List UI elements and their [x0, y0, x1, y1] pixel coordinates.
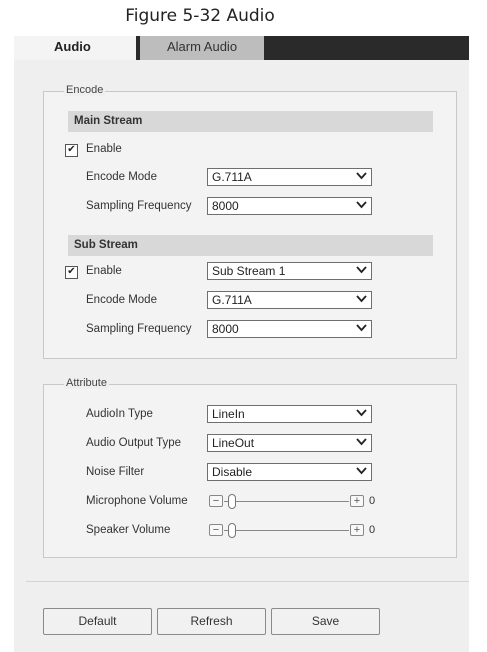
- default-button[interactable]: Default: [43, 608, 152, 635]
- chevron-down-icon: [356, 295, 367, 306]
- chevron-down-icon: [356, 324, 367, 335]
- mic-volume-decrease-button[interactable]: [209, 495, 223, 507]
- noise-filter-select[interactable]: [207, 463, 372, 481]
- main-stream-header: Main Stream: [68, 111, 433, 132]
- chevron-down-icon: [356, 438, 367, 449]
- sub-encode-mode-label: Encode Mode: [86, 294, 157, 306]
- chevron-down-icon: [356, 409, 367, 420]
- speaker-volume-increase-button[interactable]: [350, 524, 364, 536]
- speaker-volume-slider-thumb[interactable]: [228, 523, 236, 538]
- mic-volume-value: 0: [369, 495, 376, 507]
- audio-output-type-label: Audio Output Type: [86, 437, 182, 449]
- main-stream-enable-checkbox[interactable]: [65, 144, 78, 157]
- audioin-type-label: AudioIn Type: [86, 408, 153, 420]
- main-encode-mode-label: Encode Mode: [86, 171, 157, 183]
- chevron-down-icon: [356, 467, 367, 478]
- chevron-down-icon: [356, 201, 367, 212]
- speaker-volume-slider-track[interactable]: [224, 530, 349, 531]
- main-sampling-label: Sampling Frequency: [86, 200, 192, 212]
- noise-filter-value: Disable: [212, 465, 253, 479]
- sub-sampling-select[interactable]: [207, 320, 372, 338]
- attribute-legend: Attribute: [66, 377, 107, 389]
- main-sampling-select[interactable]: [207, 197, 372, 215]
- chevron-down-icon: [356, 266, 367, 277]
- speaker-volume-decrease-button[interactable]: [209, 524, 223, 536]
- mic-volume-slider-thumb[interactable]: [228, 494, 236, 509]
- sub-stream-enable-label: Enable: [86, 265, 122, 277]
- speaker-volume-label: Speaker Volume: [86, 524, 171, 536]
- check-icon: ✔: [67, 144, 76, 155]
- plus-icon: +: [353, 524, 361, 536]
- sub-stream-value: Sub Stream 1: [212, 264, 286, 278]
- main-sampling-value: 8000: [212, 199, 239, 213]
- mic-volume-increase-button[interactable]: [350, 495, 364, 507]
- sub-stream-header: Sub Stream: [68, 235, 433, 256]
- noise-filter-label: Noise Filter: [86, 466, 145, 478]
- audioin-type-value: LineIn: [212, 407, 245, 421]
- check-icon: ✔: [67, 266, 76, 277]
- sub-encode-mode-value: G.711A: [212, 293, 252, 307]
- tab-alarm-audio[interactable]: Alarm Audio: [140, 36, 264, 60]
- main-encode-mode-select[interactable]: [207, 168, 372, 186]
- audio-output-type-value: LineOut: [212, 436, 255, 450]
- save-button[interactable]: Save: [271, 608, 380, 635]
- encode-legend: Encode: [66, 84, 104, 96]
- microphone-volume-label: Microphone Volume: [86, 495, 188, 507]
- audio-output-type-select[interactable]: [207, 434, 372, 452]
- sub-encode-mode-select[interactable]: [207, 291, 372, 309]
- plus-icon: +: [353, 495, 361, 507]
- sub-sampling-label: Sampling Frequency: [86, 323, 192, 335]
- footer-divider: [26, 581, 469, 582]
- tab-audio[interactable]: Audio: [14, 36, 136, 60]
- refresh-button[interactable]: Refresh: [157, 608, 266, 635]
- sub-stream-enable-checkbox[interactable]: [65, 266, 78, 279]
- figure-caption: Figure 5-32 Audio: [125, 6, 275, 26]
- sub-sampling-value: 8000: [212, 322, 239, 336]
- main-encode-mode-value: G.711A: [212, 170, 252, 184]
- main-stream-enable-label: Enable: [86, 143, 122, 155]
- sub-stream-select[interactable]: [207, 262, 372, 280]
- speaker-volume-value: 0: [369, 524, 376, 536]
- mic-volume-slider-track[interactable]: [224, 501, 349, 502]
- minus-icon: −: [212, 524, 220, 536]
- chevron-down-icon: [356, 172, 367, 183]
- minus-icon: −: [212, 495, 220, 507]
- audioin-type-select[interactable]: [207, 405, 372, 423]
